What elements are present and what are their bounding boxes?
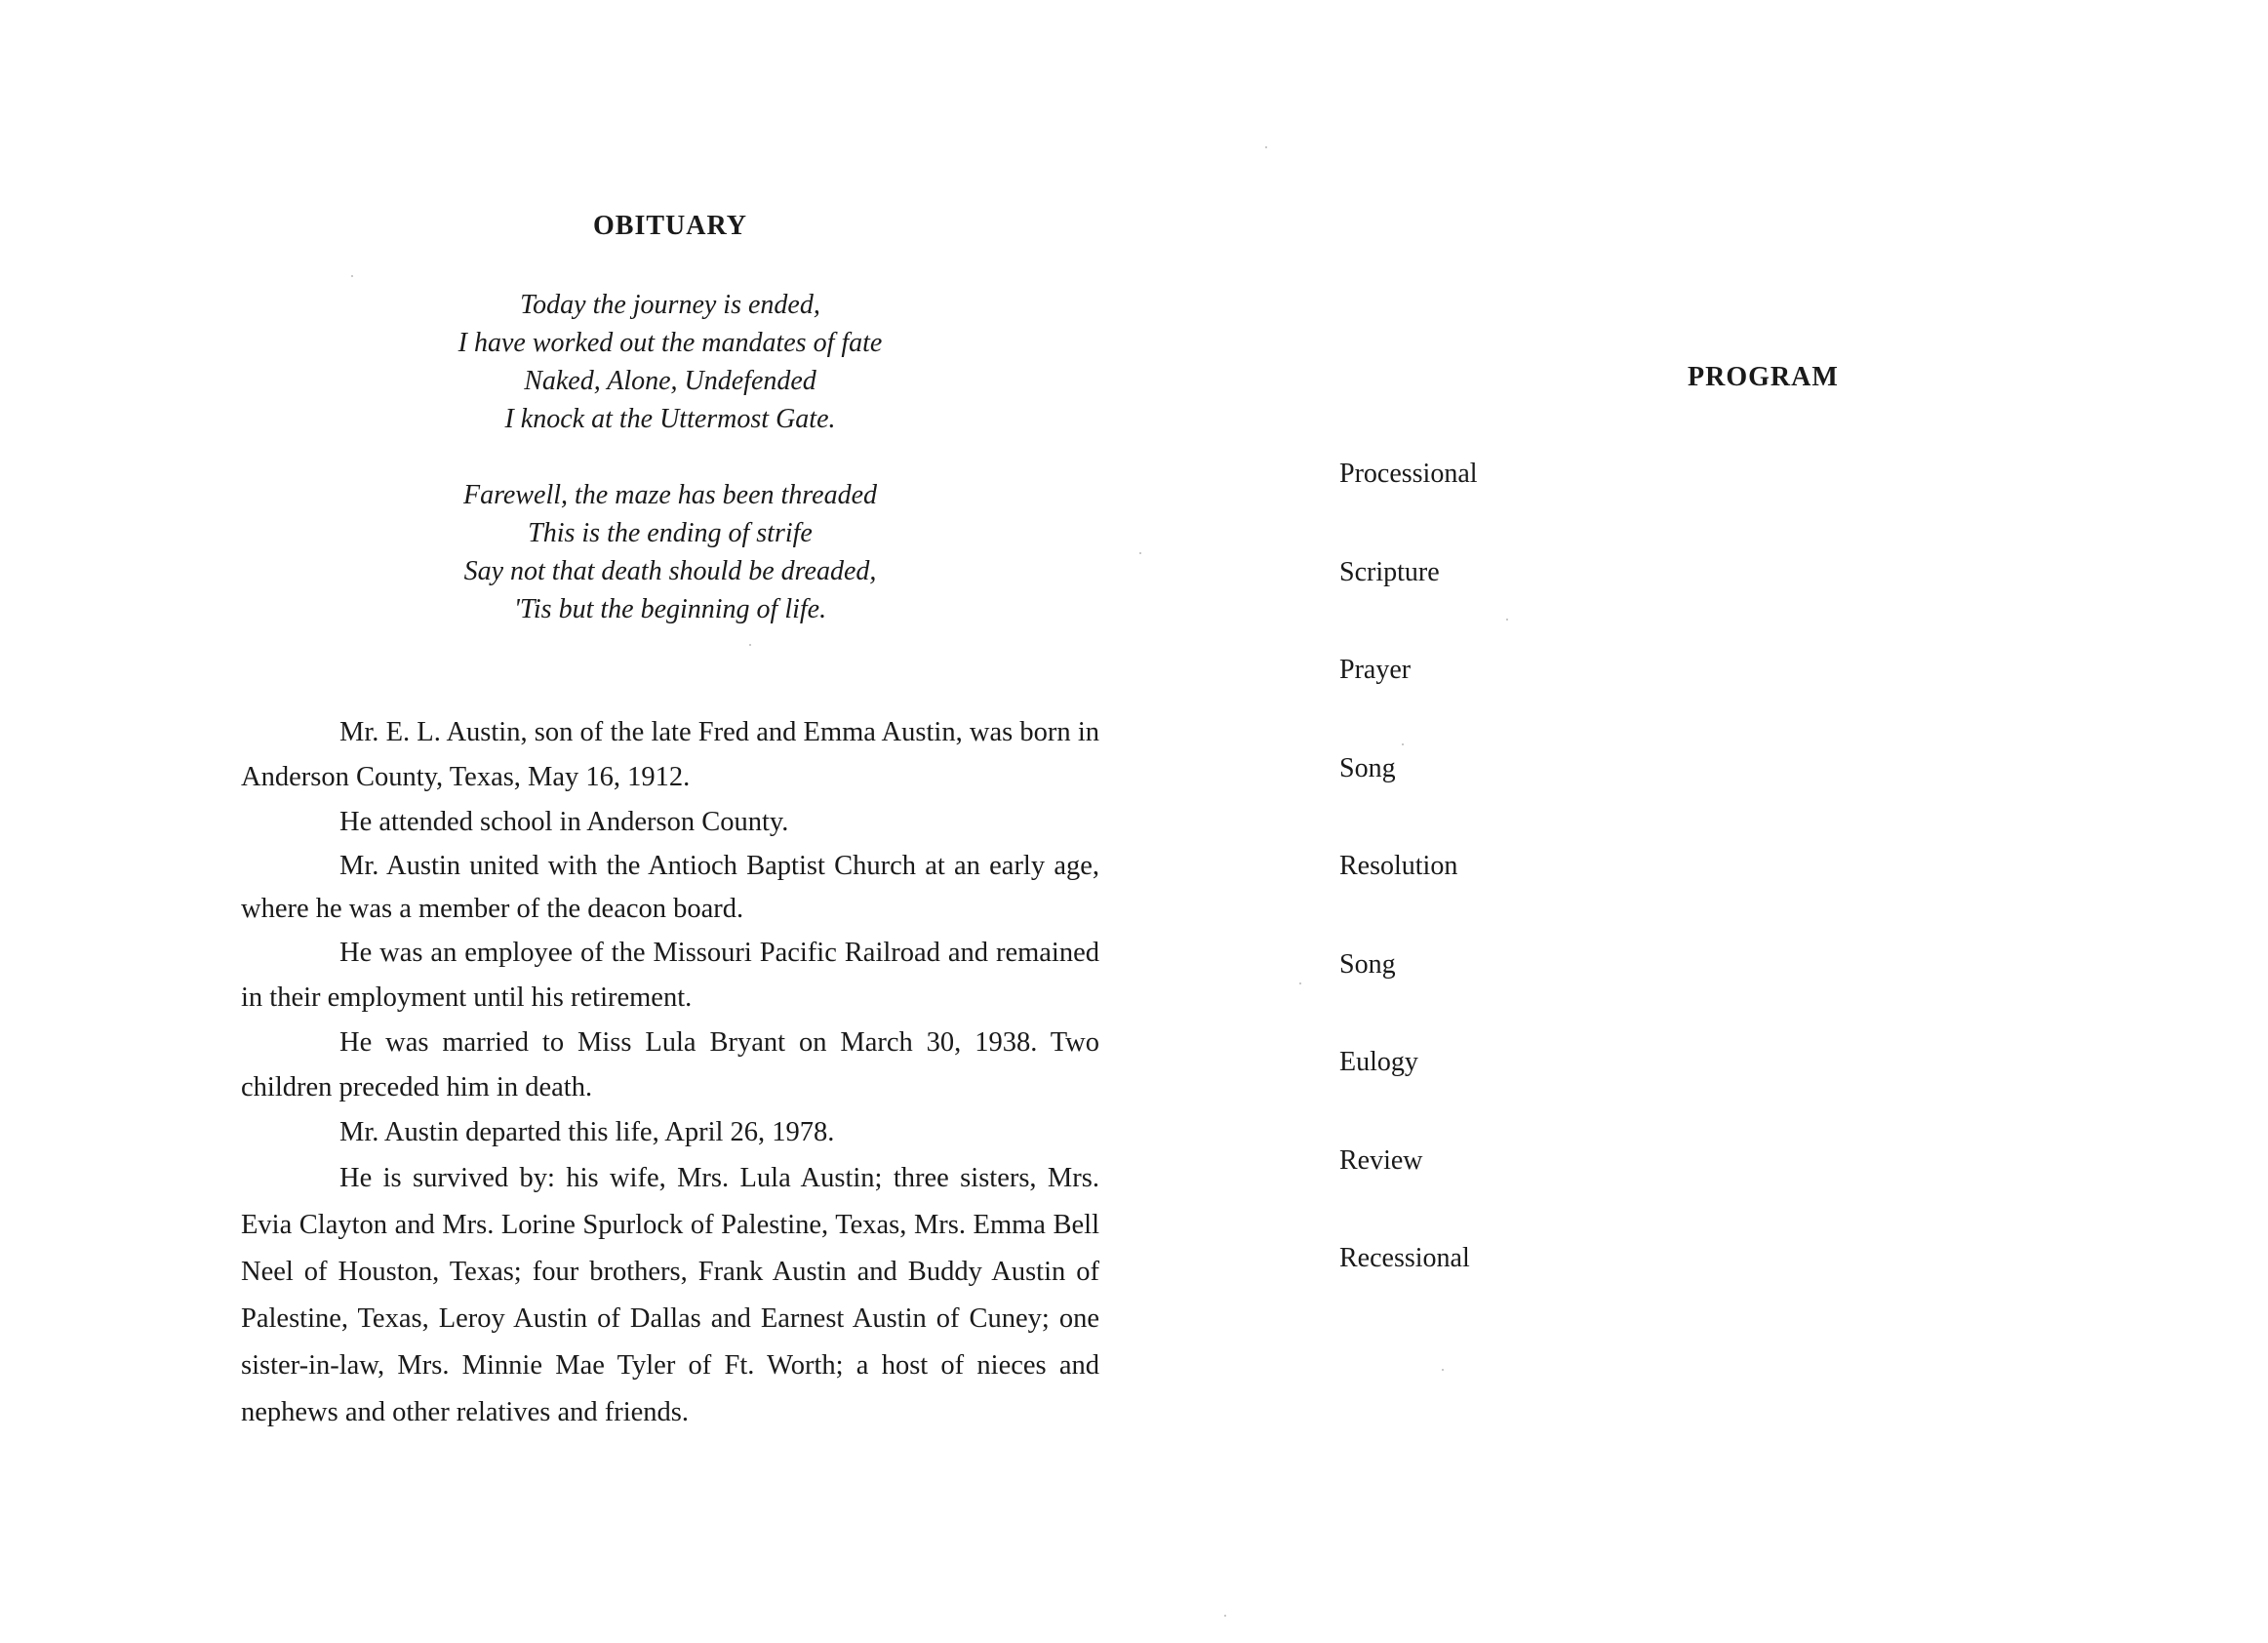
poem-line: I knock at the Uttermost Gate. [504,404,836,434]
obituary-heading: OBITUARY [593,211,747,241]
program-item-song: Song [1339,752,1396,783]
poem-line: I have worked out the mandates of fate [458,328,883,358]
poem-line: Farewell, the maze has been threaded [462,480,878,510]
scan-speck [1442,1369,1444,1371]
bio-paragraph-marriage: He was married to Miss Lula Bryant on March 30, 1938. Two children preceded him in death. [241,1027,1099,1102]
bio-paragraph-birth: Mr. E. L. Austin, son of the late Fred and Emma Austin, was born in Anderson County, Texas, May 16, 1912. [241,717,1099,792]
program-heading: PROGRAM [1688,362,1839,392]
scan-speck [1299,982,1301,984]
bio-paragraph-church: Mr. Austin united with the Antioch Baptist Church at an early age, where he was a member of the deacon board. [241,851,1099,924]
scan-speck [351,275,353,277]
obituary-body [241,710,1099,1436]
poem-line: Say not that death should be dreaded, [463,556,877,586]
program-page [1336,0,1922,1643]
bio-paragraph-survivors: He is survived by: his wife, Mrs. Lula Austin; three sisters, Mrs. Evia Clayton and Mrs. Lorine Spurlock of Palestine, Texas, Mrs. Emma Bell Neel of Houston, Texas; four brothers, Frank Austin and Buddy Austin of Palestine, Texas, Leroy Austin of Dallas and Earnest Austin of Cuney; one sister-in-law, Mrs. Minnie Mae Tyler of Ft. Worth; a host of nieces and nephews and other relatives and friends. [241,1163,1099,1427]
scan-speck [1265,146,1267,148]
program-item-recessional: Recessional [1339,1243,1470,1273]
program-item-resolution: Resolution [1339,851,1458,881]
scan-speck [1139,552,1141,554]
program-item-eulogy: Eulogy [1339,1047,1418,1077]
program-list [1339,455,1478,1338]
poem-line: Naked, Alone, Undefended [524,366,816,396]
program-item-review: Review [1339,1144,1423,1176]
scan-speck [1506,619,1508,621]
program-item-song-2: Song [1339,948,1396,980]
poem-stanza-2 [241,476,1099,628]
bio-paragraph-school: He attended school in Anderson County. [339,807,789,837]
program-item-scripture: Scripture [1339,556,1440,587]
bio-paragraph-employment: He was an employee of the Missouri Pacific Railroad and remained in their employment until his retirement. [241,938,1099,1013]
program-item-processional: Processional [1339,459,1478,489]
scan-speck [1224,1615,1226,1617]
program-item-prayer: Prayer [1339,655,1412,685]
bio-paragraph-death: Mr. Austin departed this life, April 26, 1978. [339,1117,835,1147]
scan-speck [1402,743,1404,745]
poem-line: 'Tis but the beginning of life. [513,594,827,624]
poem-line: Today the journey is ended, [520,290,820,320]
obituary-page [241,0,1099,1643]
scan-speck [749,644,751,646]
poem-line: This is the ending of strife [528,518,813,548]
poem-stanza-1 [241,286,1099,438]
